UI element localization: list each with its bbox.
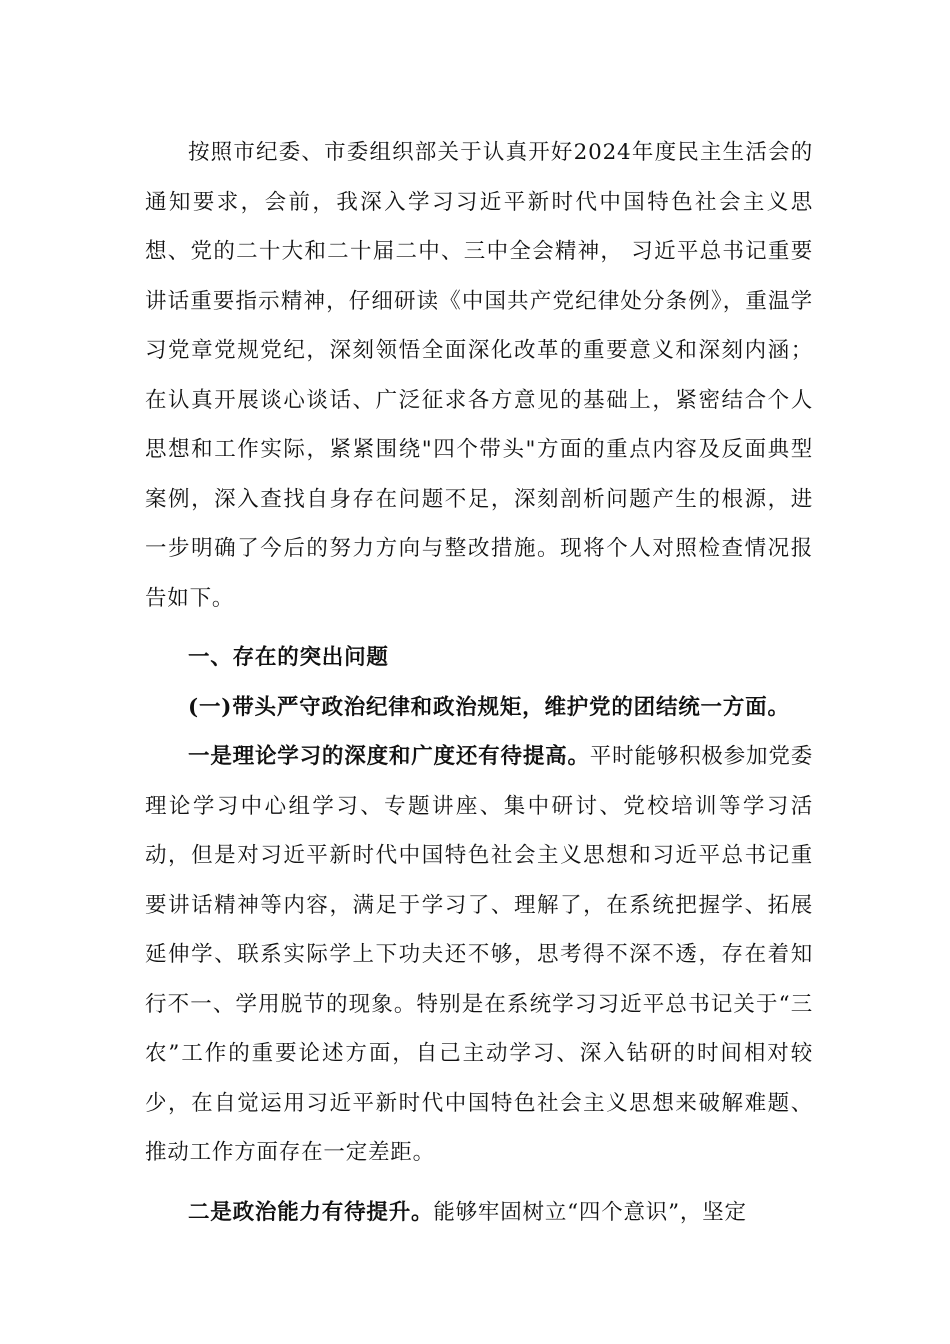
point-two-body: 能够牢固树立“四个意识”，坚定 xyxy=(433,1199,747,1225)
point-two-lead: 二是政治能力有待提升。 xyxy=(188,1199,434,1225)
point-one-paragraph xyxy=(145,732,813,1178)
subsection-heading: (一)带头严守政治纪律和政治规矩，维护党的团结统一方面。 xyxy=(188,694,790,720)
point-one-body: 平时能够积极参加党委理论学习中心组学习、专题讲座、集中研讨、党校培训等学习活动，但是对习近平新时代中国特色社会主义思想和习近平总书记重要讲话精神等内容，满足于学习了、理解了，在系统把握学、拓展延伸学、联系实际学上下功夫还不够，思考得不深不透，存在着知行不一、学用脱节的现象。特别是在系统学习习近平总书记关于“三农”工作的重要论述方面，自己主动学习、深入钻研的时间相对较少，在自觉运用习近平新时代中国特色社会主义思想来破解难题、推动工作方面存在一定差距。 xyxy=(145,744,813,1165)
point-two-paragraph xyxy=(145,1188,813,1238)
intro-paragraph: 按照市纪委、市委组织部关于认真开好2024年度民主生活会的通知要求，会前，我深入学习习近平新时代中国特色社会主义思想、党的二十大和二十届二中、三中全会精神， 习近平总书记重要讲话重要指示精神，仔细研读《中国共产党纪律处分条例》，重温学习党章党规党纪，深刻领悟全面深化改革的重要意义和深刻内涵；在认真开展谈心谈话、广泛征求各方意见的基础上，紧密结合个人思想和工作实际，紧紧围绕"四个带头"方面的重点内容及反面典型案例，深入查找自身存在问题不足，深刻剖析问题产生的根源，进一步明确了今后的努力方向与整改措施。现将个人对照检查情况报告如下。 xyxy=(145,140,813,611)
section-heading: 一、存在的突出问题 xyxy=(188,645,389,670)
document-body xyxy=(145,128,813,1237)
point-one-lead: 一是理论学习的深度和广度还有待提高。 xyxy=(188,744,590,769)
